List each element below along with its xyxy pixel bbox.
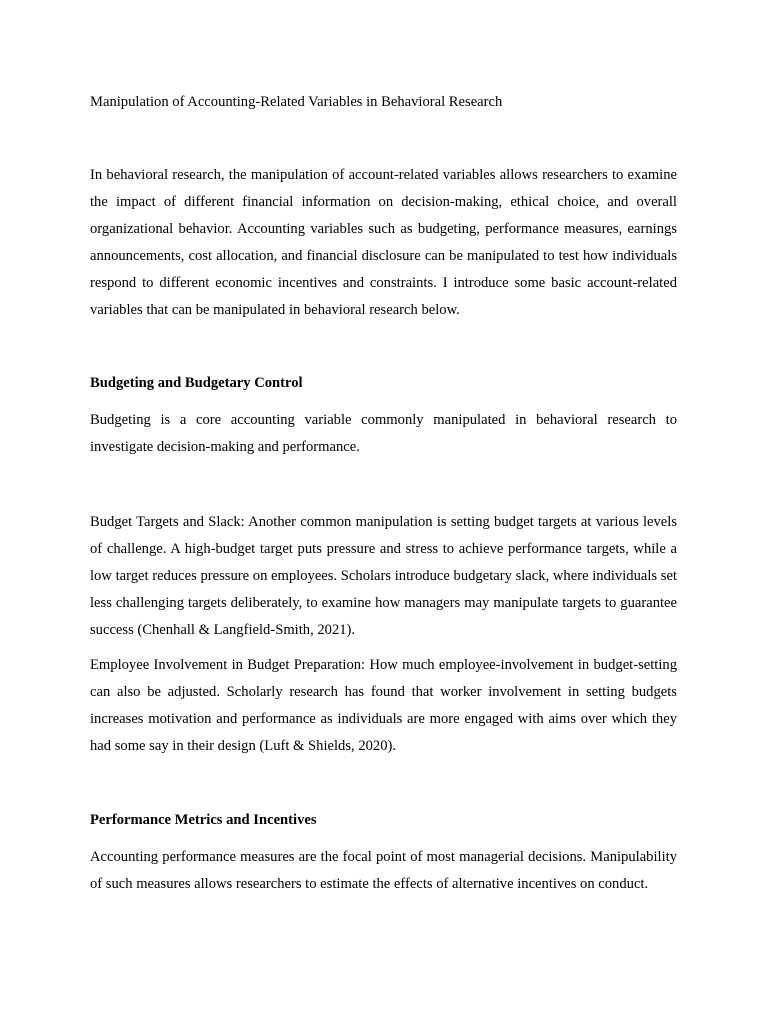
budgeting-paragraph-3: Employee Involvement in Budget Preparation: How much employee-involvement in budget-setting can also be adjusted. Scholarly research has found that worker involvement in setting budgets increases motivation and performance as individuals are more engaged with aims over which they had some say in their design (Luft & Shields, 2020). [90, 657, 677, 754]
budgeting-paragraph-2: Budget Targets and Slack: Another common manipulation is setting budget targets at various levels of challenge. A high-budget target puts pressure and stress to achieve performance targets, while a low target reduces pressure on employees. Scholars introduce budgetary slack, where individuals set less challenging targets deliberately, to examine how managers may manipulate targets to guarantee success (Chenhall & Langfield-Smith, 2021). [90, 514, 677, 638]
budgeting-paragraph-1: Budgeting is a core accounting variable commonly manipulated in behavioral research to investigate decision-making and performance. [90, 412, 677, 455]
performance-paragraph-1: Accounting performance measures are the focal point of most managerial decisions. Manipulability of such measures allows researchers to estimate the effects of alternative incentives on conduct. [90, 849, 677, 892]
section-heading-performance: Performance Metrics and Incentives [90, 812, 317, 828]
document-title: Manipulation of Accounting-Related Variables in Behavioral Research [90, 94, 503, 110]
section-heading-budgeting: Budgeting and Budgetary Control [90, 375, 303, 391]
document-page [90, 0, 677, 1024]
intro-paragraph: In behavioral research, the manipulation of account-related variables allows researchers to examine the impact of different financial information on decision-making, ethical choice, and overall organizational behavior. Accounting variables such as budgeting, performance measures, earnings announcements, cost allocation, and financial disclosure can be manipulated to test how individuals respond to different economic incentives and constraints. I introduce some basic account-related variables that can be manipulated in behavioral research below. [90, 167, 677, 318]
